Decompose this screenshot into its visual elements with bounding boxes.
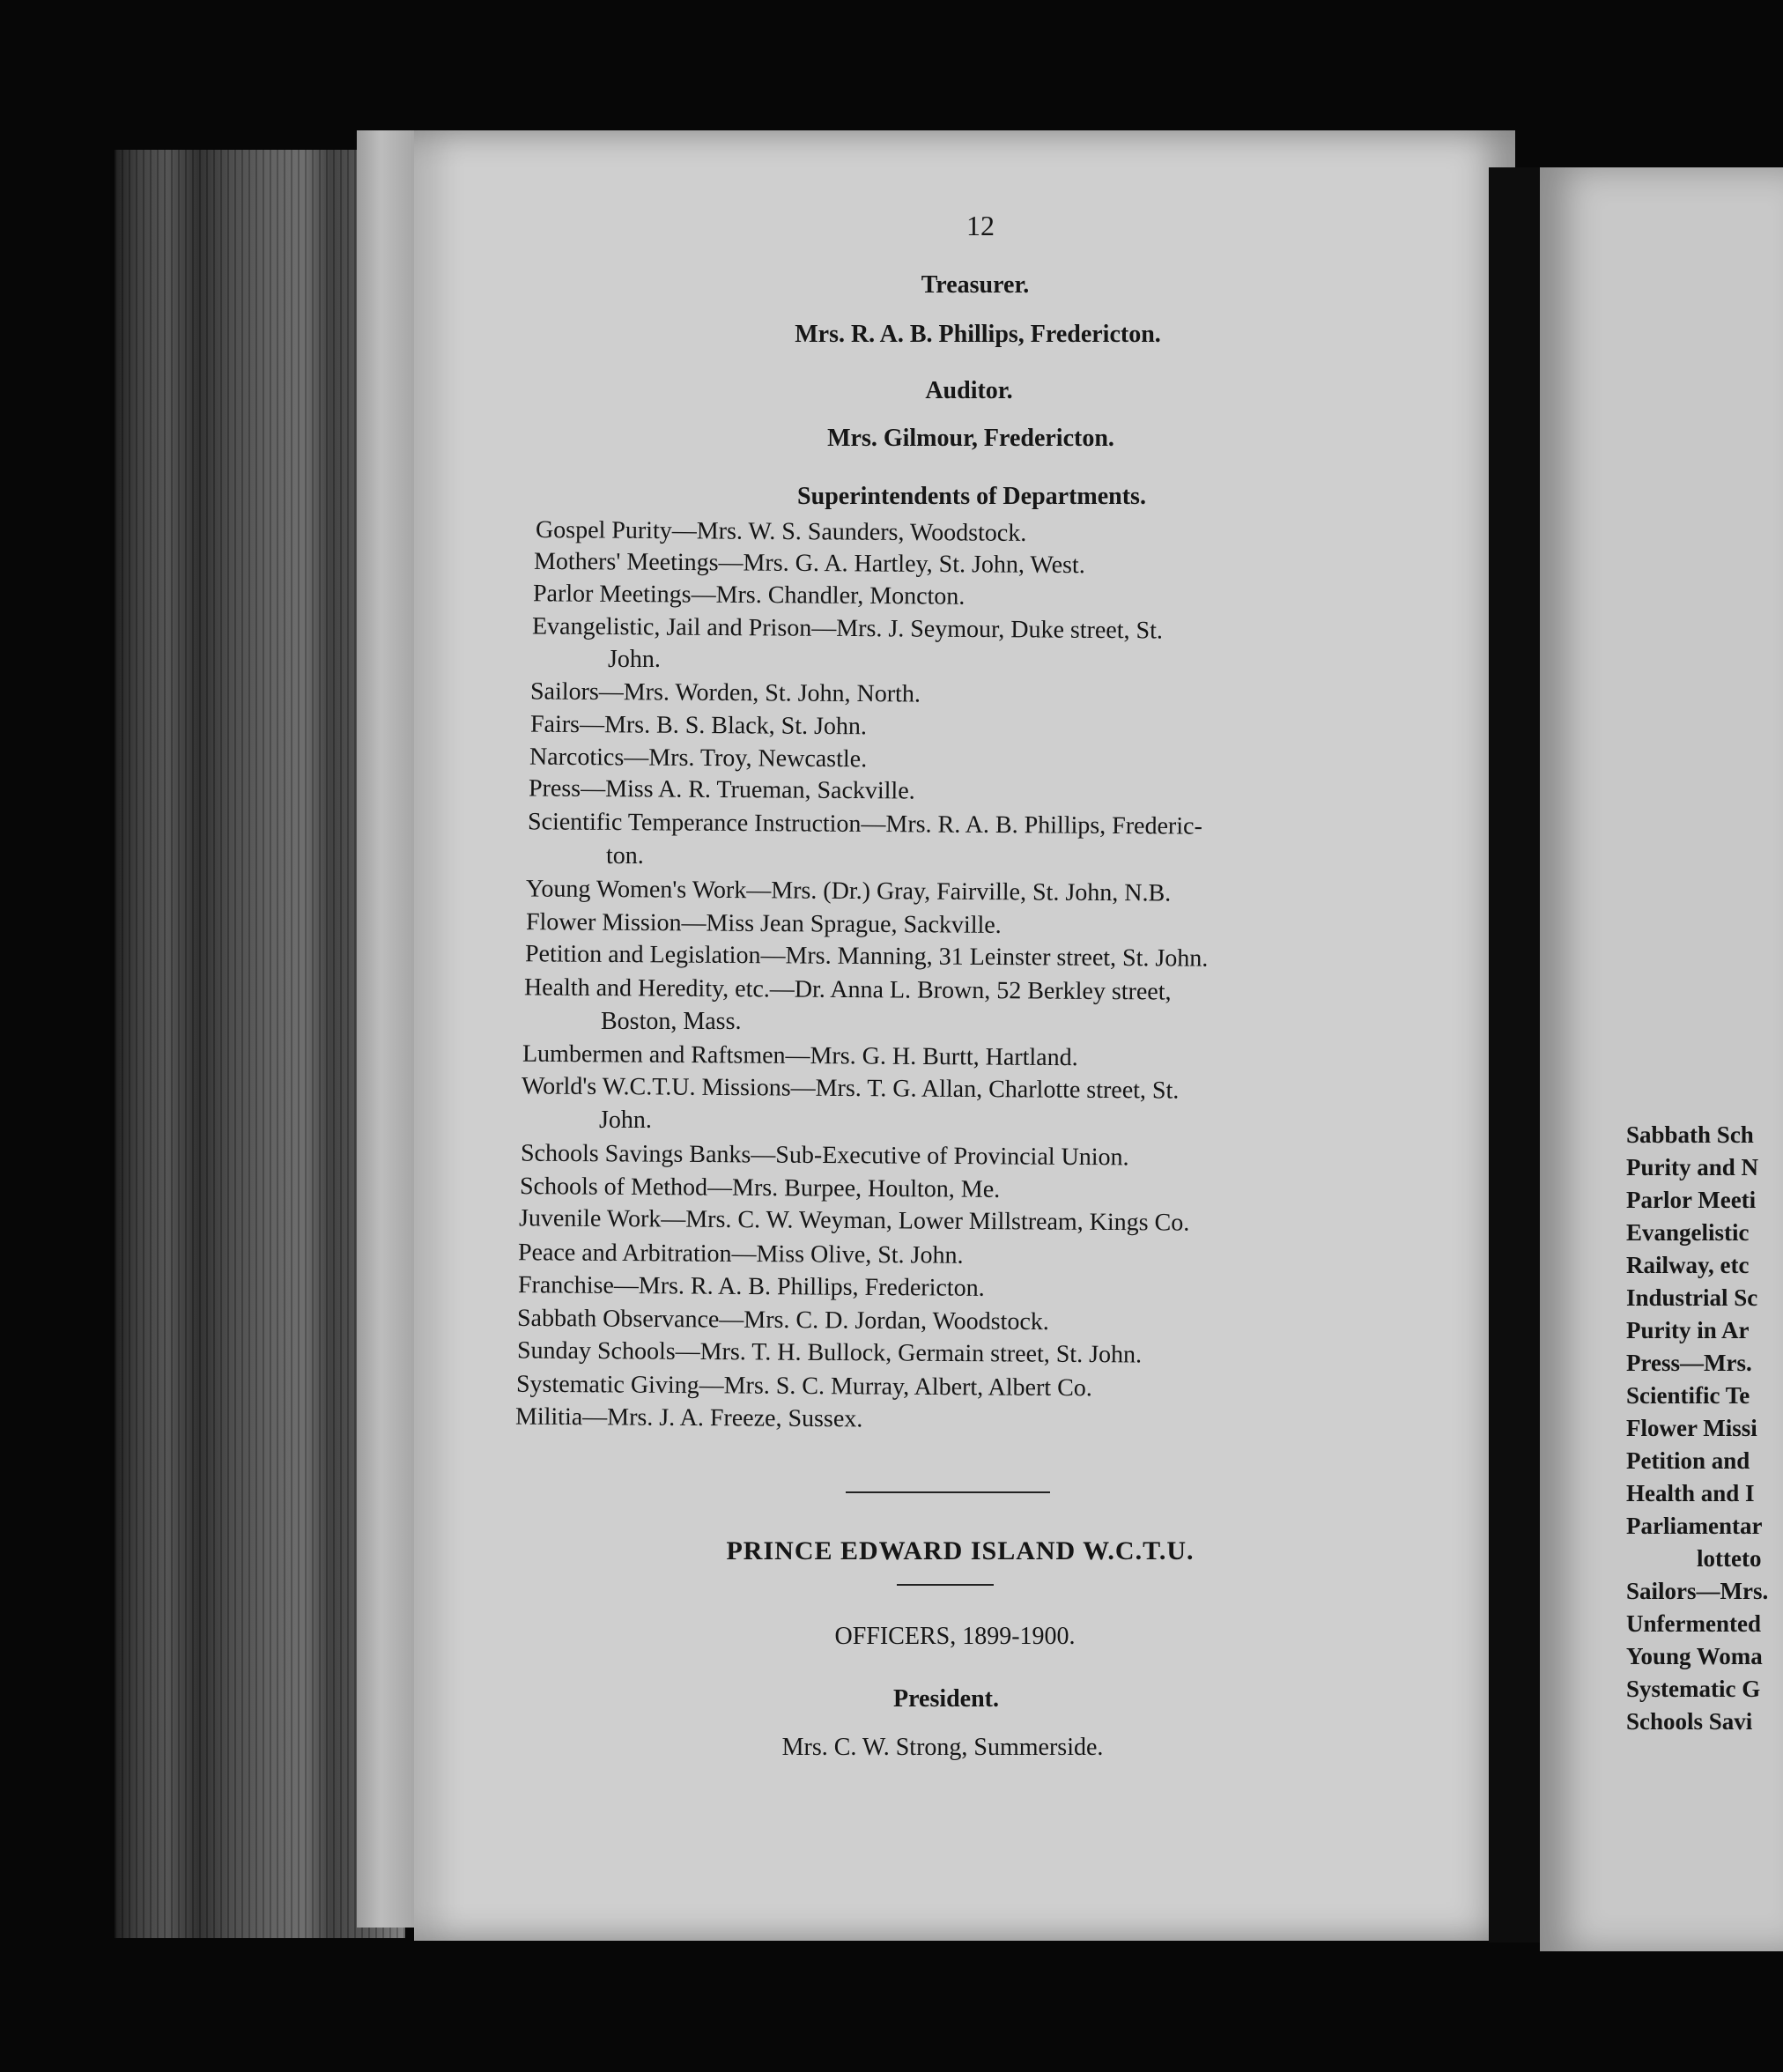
dept-line-cont: ton. bbox=[606, 842, 644, 870]
dept-line: Sabbath Observance—Mrs. C. D. Jordan, Woodstock. bbox=[516, 1304, 1049, 1336]
right-page-line: Industrial Sc bbox=[1626, 1284, 1758, 1311]
right-page-line: Scientific Te bbox=[1626, 1382, 1750, 1409]
dept-line: Militia—Mrs. J. A. Freeze, Sussex. bbox=[514, 1402, 863, 1433]
right-page-line: Health and I bbox=[1626, 1480, 1755, 1506]
dept-line: Mothers' Meetings—Mrs. G. A. Hartley, St. John, West. bbox=[533, 547, 1085, 580]
right-page-line: Evangelistic bbox=[1626, 1219, 1750, 1246]
dept-line: Health and Heredity, etc.—Dr. Anna L. Brown, 52 Berkley street, bbox=[523, 973, 1172, 1006]
dept-line: Press—Miss A. R. Trueman, Sackville. bbox=[528, 774, 915, 805]
right-page-line: Schools Savi bbox=[1626, 1708, 1753, 1735]
dept-line: Franchise—Mrs. R. A. B. Phillips, Fredericton. bbox=[517, 1271, 985, 1302]
dept-line-cont: John. bbox=[608, 646, 661, 673]
left-page bbox=[414, 130, 1515, 1941]
page-edge bbox=[357, 130, 417, 1928]
dept-line: Gospel Purity—Mrs. W. S. Saunders, Woodstock. bbox=[535, 516, 1027, 547]
right-page-line: Purity in Ar bbox=[1626, 1317, 1750, 1343]
treasurer-heading: Treasurer. bbox=[921, 271, 1030, 299]
treasurer-name: Mrs. R. A. B. Phillips, Fredericton. bbox=[795, 321, 1161, 348]
page-number: 12 bbox=[966, 210, 995, 241]
right-page-line: Unfermented bbox=[1626, 1610, 1761, 1637]
dept-line: Lumbermen and Raftsmen—Mrs. G. H. Burtt, Hartland. bbox=[522, 1040, 1078, 1072]
right-page-line: Purity and N bbox=[1626, 1154, 1759, 1180]
section-divider bbox=[846, 1491, 1050, 1493]
right-page-line: Petition and bbox=[1626, 1447, 1750, 1474]
dept-line: Systematic Giving—Mrs. S. C. Murray, Albert, Albert Co. bbox=[515, 1370, 1092, 1402]
dept-line: Peace and Arbitration—Miss Olive, St. John. bbox=[517, 1239, 964, 1269]
right-page-line: Young Woma bbox=[1626, 1643, 1763, 1669]
dept-line: Evangelistic, Jail and Prison—Mrs. J. Seymour, Duke street, St. bbox=[531, 612, 1164, 645]
pei-heading: PRINCE EDWARD ISLAND W.C.T.U. bbox=[726, 1536, 1195, 1565]
president-heading: President. bbox=[892, 1685, 1000, 1713]
dept-line: Petition and Legislation—Mrs. Manning, 31 Leinster street, St. John. bbox=[524, 940, 1209, 973]
dept-line: Young Women's Work—Mrs. (Dr.) Gray, Fairville, St. John, N.B. bbox=[525, 875, 1172, 907]
auditor-name: Mrs. Gilmour, Fredericton. bbox=[827, 425, 1114, 452]
right-page-line: Press—Mrs. bbox=[1626, 1350, 1752, 1376]
dept-line: Narcotics—Mrs. Troy, Newcastle. bbox=[529, 743, 868, 773]
dept-line: Schools Savings Banks—Sub-Executive of Provincial Union. bbox=[520, 1139, 1129, 1172]
right-page-line: Sabbath Sch bbox=[1626, 1121, 1754, 1148]
officers-heading: OFFICERS, 1899-1900. bbox=[834, 1623, 1076, 1650]
right-page-line: Parliamentar bbox=[1626, 1513, 1763, 1539]
dept-line: Scientific Temperance Instruction—Mrs. R. A. B. Phillips, Frederic- bbox=[527, 808, 1202, 840]
president-name: Mrs. C. W. Strong, Summerside. bbox=[781, 1734, 1104, 1761]
dept-line: Sailors—Mrs. Worden, St. John, North. bbox=[529, 677, 921, 708]
right-page-line: Sailors—Mrs. bbox=[1626, 1578, 1769, 1604]
dept-line: Fairs—Mrs. B. S. Black, St. John. bbox=[529, 710, 868, 741]
dept-line: Sunday Schools—Mrs. T. H. Bullock, Germain street, St. John. bbox=[516, 1336, 1143, 1369]
dept-line-cont: John. bbox=[599, 1106, 652, 1134]
dept-line: World's W.C.T.U. Missions—Mrs. T. G. Allan, Charlotte street, St. bbox=[521, 1072, 1180, 1105]
right-page-line-cont: lotteto bbox=[1697, 1545, 1762, 1572]
right-page-line: Parlor Meeti bbox=[1626, 1187, 1757, 1213]
short-divider bbox=[897, 1584, 994, 1586]
right-page-fragment bbox=[1540, 167, 1783, 1951]
dept-line: Flower Mission—Miss Jean Sprague, Sackville. bbox=[525, 908, 1002, 939]
book-gutter bbox=[1489, 167, 1540, 1942]
dept-line: Juvenile Work—Mrs. C. W. Weyman, Lower Millstream, Kings Co. bbox=[518, 1204, 1190, 1237]
right-page-line: Flower Missi bbox=[1626, 1415, 1757, 1441]
dept-line: Parlor Meetings—Mrs. Chandler, Moncton. bbox=[532, 580, 965, 610]
auditor-heading: Auditor. bbox=[925, 377, 1013, 404]
right-page-line: Systematic G bbox=[1626, 1676, 1761, 1702]
right-page-line: Railway, etc bbox=[1626, 1252, 1750, 1278]
dept-line: Schools of Method—Mrs. Burpee, Houlton, Me. bbox=[519, 1173, 1001, 1203]
dept-line-cont: Boston, Mass. bbox=[601, 1008, 742, 1035]
superintendents-heading: Superintendents of Departments. bbox=[797, 483, 1146, 510]
